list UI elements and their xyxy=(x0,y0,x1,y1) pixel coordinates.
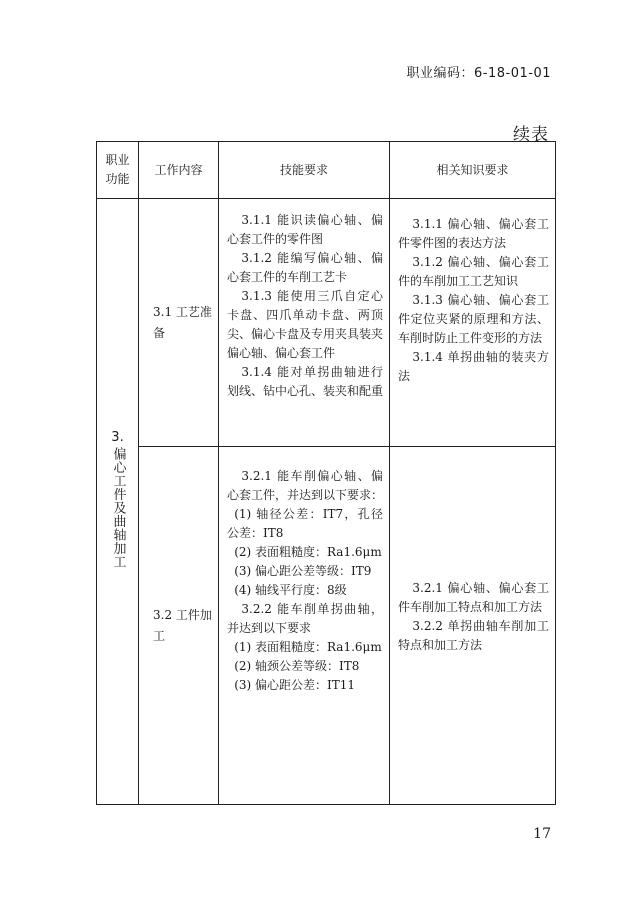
skill-item: (3) 偏心距公差：IT11 xyxy=(234,678,356,692)
function-name: 偏心工件及曲轴加工 xyxy=(110,447,126,569)
function-number: 3. xyxy=(111,430,124,446)
skills-cell xyxy=(219,447,390,805)
knowledge-item: 3.1.3 偏心轴、偏心套工件定位夹紧的原理和方法、车削时防止工件变形的方法 xyxy=(398,293,549,345)
skill-item: 3.1.4 能对单拐曲轴进行划线、钻中心孔、装夹和配重 xyxy=(227,365,384,398)
knowledge-cell xyxy=(390,199,556,447)
header-skills: 技能要求 xyxy=(219,142,390,199)
skill-item: 3.1.1 能识读偏心轴、偏心套工件的零件图 xyxy=(227,213,383,246)
skill-item: 3.2.1 能车削偏心轴、偏心套工件，并达到以下要求： xyxy=(227,469,384,502)
content-cell: 3.2 工件加工 xyxy=(139,447,219,805)
skill-item: (2) 轴颈公差等级：IT8 xyxy=(234,659,360,673)
header-knowledge: 相关知识要求 xyxy=(390,142,556,199)
continued-label: 续表 xyxy=(513,125,549,145)
table-row xyxy=(97,447,556,805)
knowledge-item: 3.2.2 单拐曲轴车削加工特点和加工方法 xyxy=(398,619,549,652)
knowledge-item: 3.2.1 偏心轴、偏心套工件车削加工特点和加工方法 xyxy=(398,581,549,614)
header-row xyxy=(97,142,556,199)
knowledge-item: 3.1.4 单拐曲轴的装夹方法 xyxy=(398,350,549,383)
content-cell: 3.1 工艺准备 xyxy=(139,199,219,447)
table-row xyxy=(97,199,556,447)
skill-item: (3) 偏心距公差等级：IT9 xyxy=(234,564,372,578)
header-content: 工作内容 xyxy=(139,142,219,199)
occupation-code: 职业编码：6-18-01-01 xyxy=(406,66,551,81)
skills-table xyxy=(96,141,556,805)
skill-item: 3.2.2 能车削单拐曲轴，并达到以下要求 xyxy=(227,602,383,635)
skill-item: (1) 表面粗糙度：Ra1.6μm xyxy=(234,640,382,654)
skill-item: (2) 表面粗糙度：Ra1.6μm xyxy=(234,545,382,559)
knowledge-item: 3.1.2 偏心轴、偏心套工件的车削加工工艺知识 xyxy=(398,255,549,288)
header-function: 职业功能 xyxy=(97,142,139,199)
page-number: 17 xyxy=(533,826,551,842)
skills-cell xyxy=(219,199,390,447)
knowledge-cell xyxy=(390,447,556,805)
function-cell xyxy=(97,199,139,805)
skill-item: 3.1.2 能编写偏心轴、偏心套工件的车削工艺卡 xyxy=(227,251,383,284)
skill-item: 3.1.3 能使用三爪自定心卡盘、四爪单动卡盘、两顶尖、偏心卡盘及专用夹具装夹偏心轴、偏心套工件 xyxy=(227,289,384,360)
skill-item: (4) 轴线平行度：8级 xyxy=(234,583,347,597)
skill-item: (1) 轴径公差：IT7，孔径公差：IT8 xyxy=(227,507,383,540)
knowledge-item: 3.1.1 偏心轴、偏心套工件零件图的表达方法 xyxy=(398,217,549,250)
